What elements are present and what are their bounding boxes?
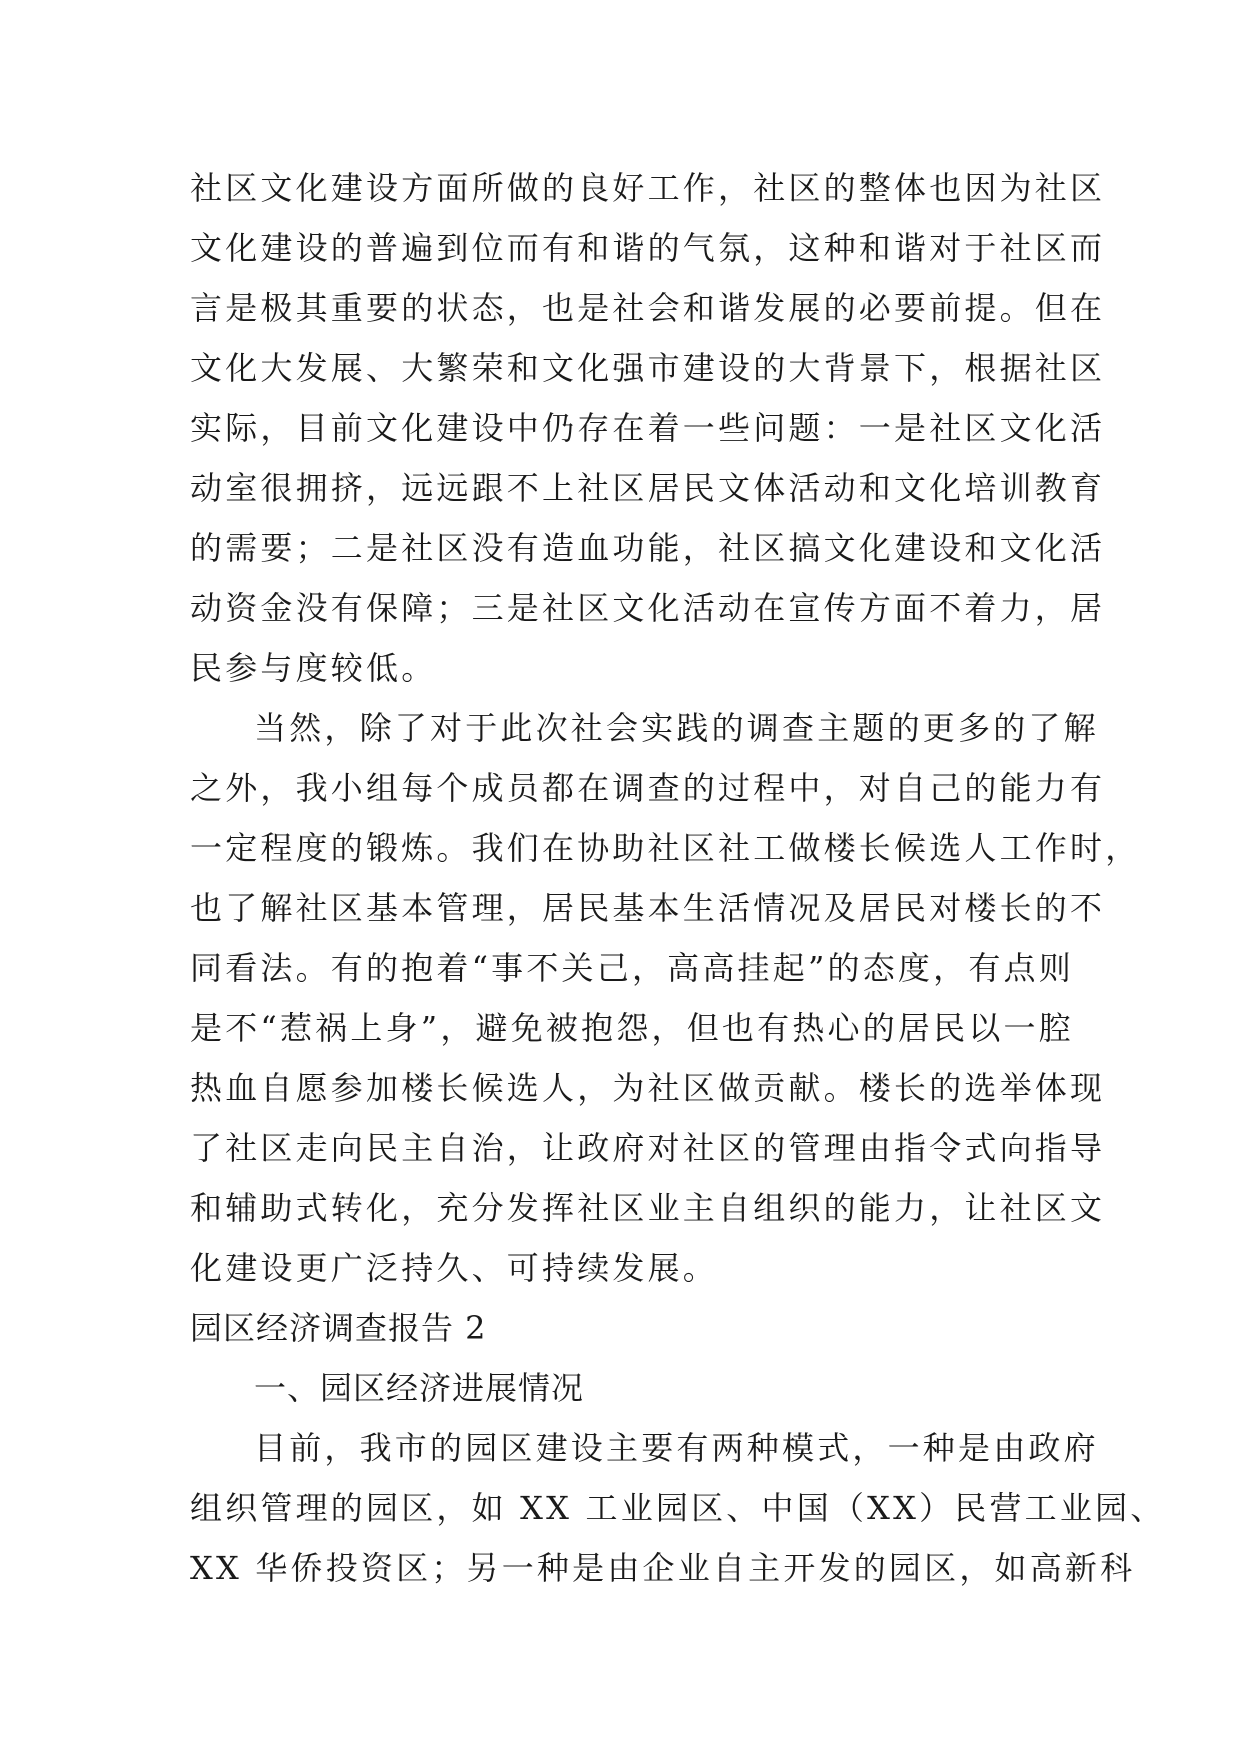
paragraph-2-line-10: 化建设更广泛持久、可持续发展。 bbox=[190, 1249, 719, 1287]
report-title: 园区经济调查报告 2 bbox=[190, 1309, 487, 1347]
paragraph-2-line-9: 和辅助式转化，充分发挥社区业主自组织的能力，让社区文 bbox=[190, 1189, 1106, 1227]
paragraph-1-line-7: 的需要；二是社区没有造血功能，社区搞文化建设和文化活 bbox=[190, 529, 1106, 567]
document-body bbox=[190, 158, 1166, 1598]
paragraph-1-line-9: 民参与度较低。 bbox=[190, 649, 437, 687]
paragraph-1-line-8: 动资金没有保障；三是社区文化活动在宣传方面不着力，居 bbox=[190, 589, 1106, 627]
paragraph-1-line-6: 动室很拥挤，远远跟不上社区居民文体活动和文化培训教育 bbox=[190, 469, 1106, 507]
paragraph-1-line-1: 社区文化建设方面所做的良好工作，社区的整体也因为社区 bbox=[190, 169, 1106, 207]
paragraph-2-line-4: 也了解社区基本管理，居民基本生活情况及居民对楼长的不 bbox=[190, 889, 1106, 927]
paragraph-3-line-2: 组织管理的园区，如 XX 工业园区、中国（XX）民营工业园、 bbox=[190, 1489, 1166, 1527]
paragraph-2-line-8: 了社区走向民主自治，让政府对社区的管理由指令式向指导 bbox=[190, 1129, 1106, 1167]
paragraph-1-line-3: 言是极其重要的状态，也是社会和谐发展的必要前提。但在 bbox=[190, 289, 1106, 327]
paragraph-2-line-1: 当然，除了对于此次社会实践的调查主题的更多的了解 bbox=[254, 709, 1099, 747]
section-heading: 一、园区经济进展情况 bbox=[254, 1369, 585, 1407]
paragraph-3-line-1: 目前，我市的园区建设主要有两种模式，一种是由政府 bbox=[254, 1429, 1099, 1467]
paragraph-2-line-6: 是不“惹祸上身”，避免被抱怨，但也有热心的居民以一腔 bbox=[190, 1009, 1074, 1047]
paragraph-1-line-2: 文化建设的普遍到位而有和谐的气氛，这种和谐对于社区而 bbox=[190, 229, 1106, 267]
paragraph-3-line-3: XX 华侨投资区；另一种是由企业自主开发的园区，如高新科 bbox=[190, 1549, 1136, 1587]
paragraph-2-line-5: 同看法。有的抱着“事不关己，高高挂起”的态度，有点则 bbox=[190, 949, 1074, 987]
paragraph-2-line-2: 之外，我小组每个成员都在调查的过程中，对自己的能力有 bbox=[190, 769, 1106, 807]
paragraph-1-line-5: 实际，目前文化建设中仍存在着一些问题：一是社区文化活 bbox=[190, 409, 1106, 447]
paragraph-2-line-7: 热血自愿参加楼长候选人，为社区做贡献。楼长的选举体现 bbox=[190, 1069, 1106, 1107]
paragraph-2-line-3: 一定程度的锻炼。我们在协助社区社工做楼长候选人工作时， bbox=[190, 829, 1141, 867]
paragraph-1-line-4: 文化大发展、大繁荣和文化强市建设的大背景下，根据社区 bbox=[190, 349, 1106, 387]
